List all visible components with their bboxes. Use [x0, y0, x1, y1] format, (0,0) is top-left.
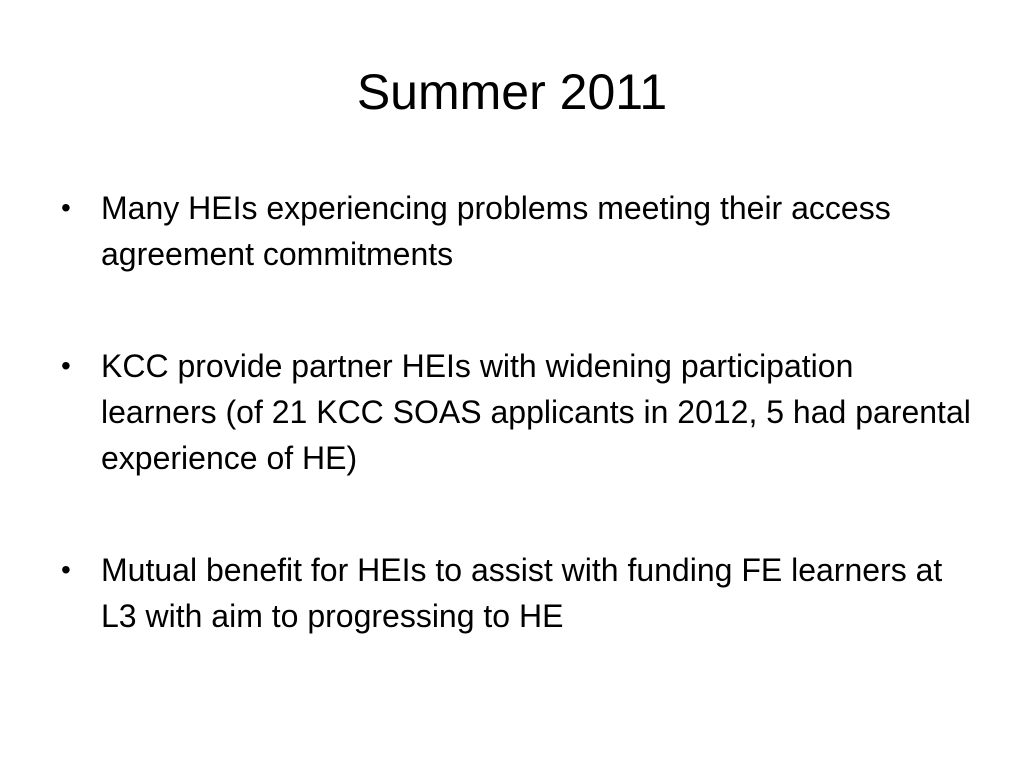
- bullet-icon: •: [61, 350, 71, 381]
- bullet-icon: •: [61, 192, 71, 223]
- bullet-text: Many HEIs experiencing problems meeting their access agreement commitments: [101, 190, 891, 272]
- bullet-icon: •: [61, 554, 71, 585]
- bullet-list: [55, 185, 975, 705]
- bullet-text: Mutual benefit for HEIs to assist with funding FE learners at L3 with aim to progressing to HE: [101, 552, 943, 634]
- slide-title: Summer 2011: [356, 64, 668, 120]
- bullet-item: [55, 547, 975, 639]
- bullet-item: [55, 185, 975, 277]
- bullet-item: [55, 343, 975, 481]
- bullet-text: KCC provide partner HEIs with widening participation learners (of 21 KCC SOAS applicants in 2012, 5 had parental experience of HE): [101, 348, 971, 476]
